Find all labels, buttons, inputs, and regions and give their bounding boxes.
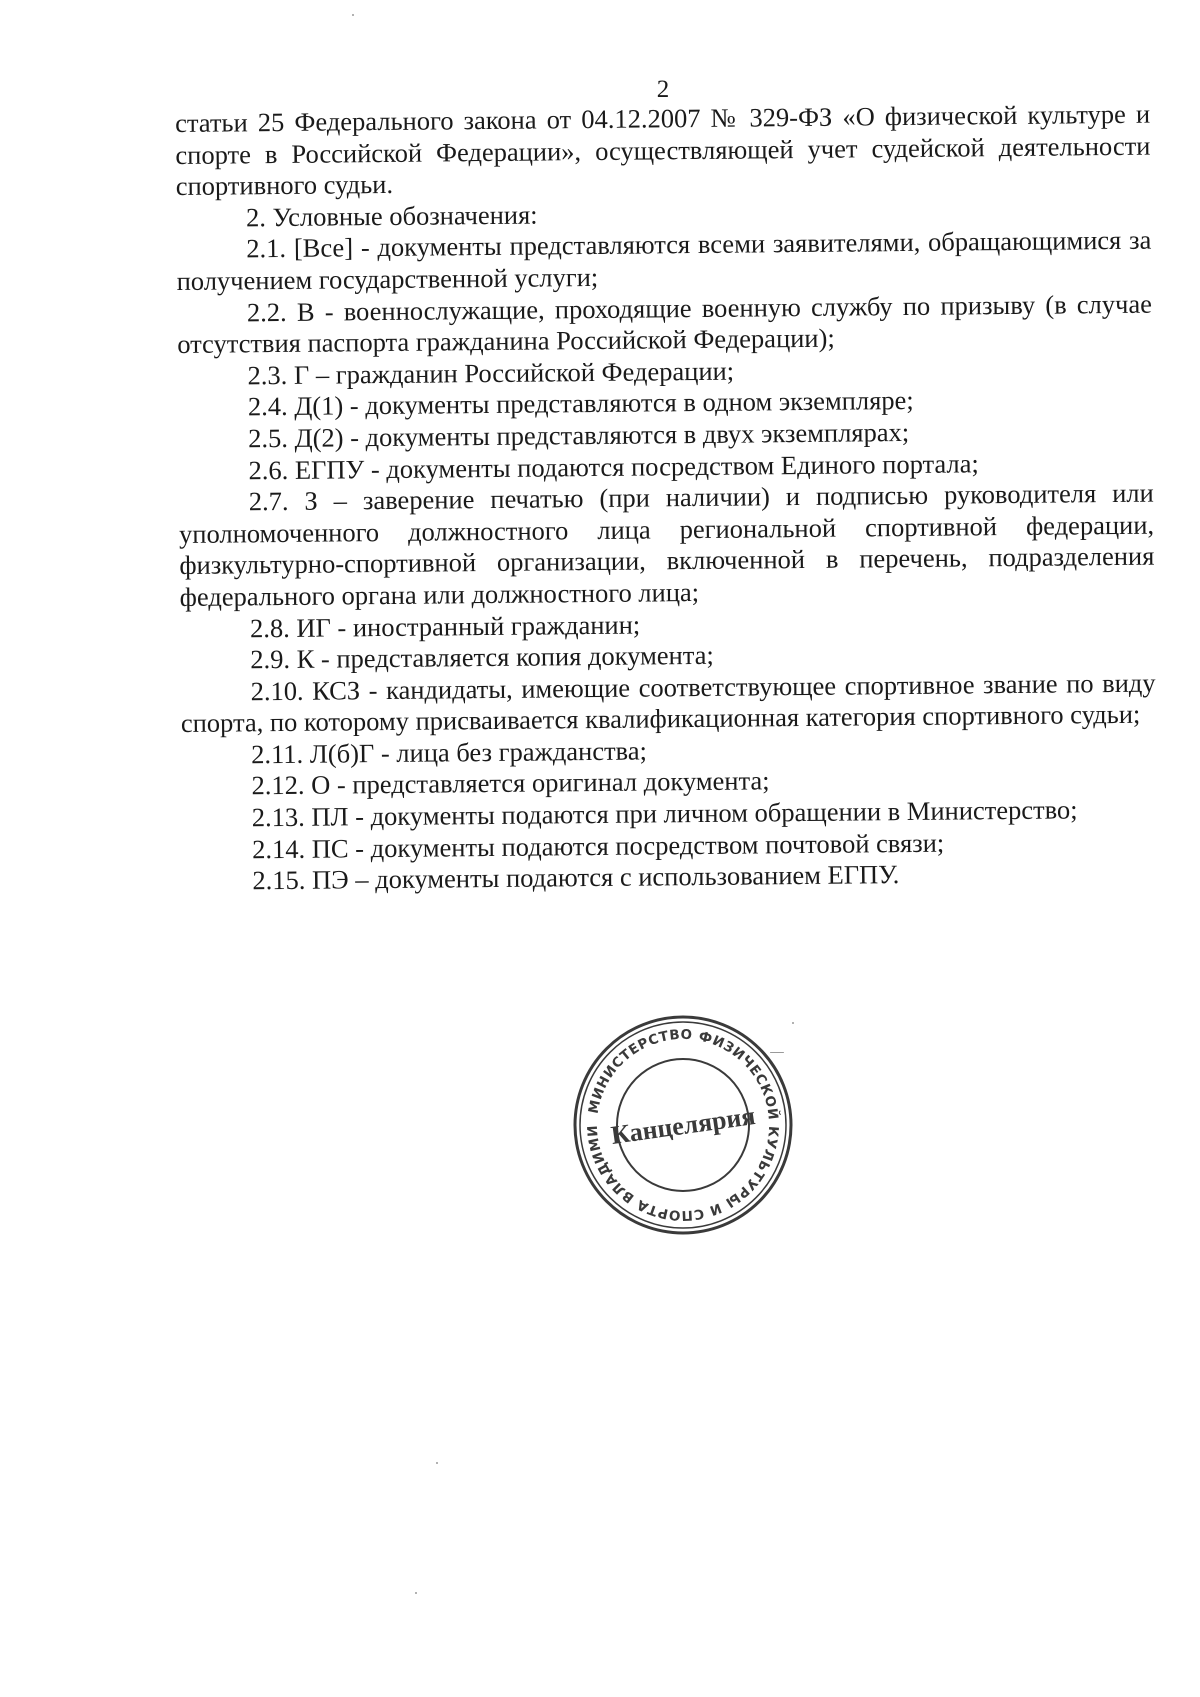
- paragraph-2-8: 2.8. ИГ - иностранный гражданин;: [249, 609, 641, 643]
- stamp-seal-icon: [568, 1010, 798, 1240]
- scan-speck: [770, 1052, 784, 1053]
- document-body: [175, 99, 1158, 898]
- paragraph-2-7: 2.7. З – заверение печатью (при наличии) и подписью руководителя или уполномоченного должностного лица региональной спортивной федерации, физкультурно-спортивной организации, включенной в перечень, подразделения федерального органа или должностного лица;: [178, 477, 1155, 612]
- paragraph-2-11: 2.11. Л(б)Г - лица без гражданства;: [251, 735, 648, 770]
- svg-text:МИНИСТЕРСТВО ФИЗИЧЕСКОЙ КУЛЬТУ: МИНИСТЕРСТВО ФИЗИЧЕСКОЙ КУЛЬТУРЫ И СПОРТА ВЛАДИМИ: [584, 1026, 782, 1224]
- scan-speck: [415, 1592, 417, 1594]
- paragraph-2-1: 2.1. [Все] - документы представляются всеми заявителями, обращающимися за получением государственной услуги;: [176, 225, 1152, 296]
- paragraph-2-2: 2.2. В - военнослужащие, проходящие военную службу по призыву (в случае отсутствия паспорта гражданина Российской Федерации);: [177, 288, 1153, 360]
- paragraph-2-6: 2.6. ЕГПУ - документы подаются посредством Единого портала;: [248, 447, 979, 485]
- paragraph-2-12: 2.12. О - представляется оригинал документа;: [251, 765, 770, 801]
- scan-speck: [792, 1022, 794, 1024]
- paragraph-2-5: 2.5. Д(2) - документы представляются в двух экземплярах;: [248, 416, 910, 454]
- paragraph-2-15: 2.15. ПЭ – документы подаются с использованием ЕГПУ.: [252, 859, 900, 896]
- paragraph-2-10: 2.10. КСЗ - кандидаты, имеющие соответствующее спортивное звание по виду спорта, по которому присваивается квалификационная категория спортивного судьи;: [180, 667, 1156, 739]
- svg-text:Канцелярия: Канцелярия: [609, 1101, 757, 1150]
- paragraph-2-13: 2.13. ПЛ - документы подаются при личном обращении в Министерство;: [251, 794, 1078, 833]
- office-stamp: [568, 1010, 798, 1240]
- scan-speck: [352, 14, 354, 16]
- paragraph-intro: статьи 25 Федерального закона от 04.12.2007 № 329-ФЗ «О физической культуре и спорте в Российской Федерации», осуществляющей учет судейской деятельности спортивного судьи.: [175, 98, 1151, 202]
- paragraph-2-conventions-heading: 2. Условные обозначения:: [245, 199, 538, 233]
- paragraph-2-4: 2.4. Д(1) - документы представляются в одном экземпляре;: [247, 385, 914, 422]
- paragraph-2-3: 2.3. Г – гражданин Российской Федерации;: [247, 355, 735, 391]
- page-number: 2: [656, 76, 670, 103]
- paragraph-2-14: 2.14. ПС - документы подаются посредством почтовой связи;: [251, 827, 945, 864]
- scan-speck: [436, 1462, 438, 1464]
- paragraph-2-9: 2.9. К - представляется копия документа;: [250, 639, 714, 675]
